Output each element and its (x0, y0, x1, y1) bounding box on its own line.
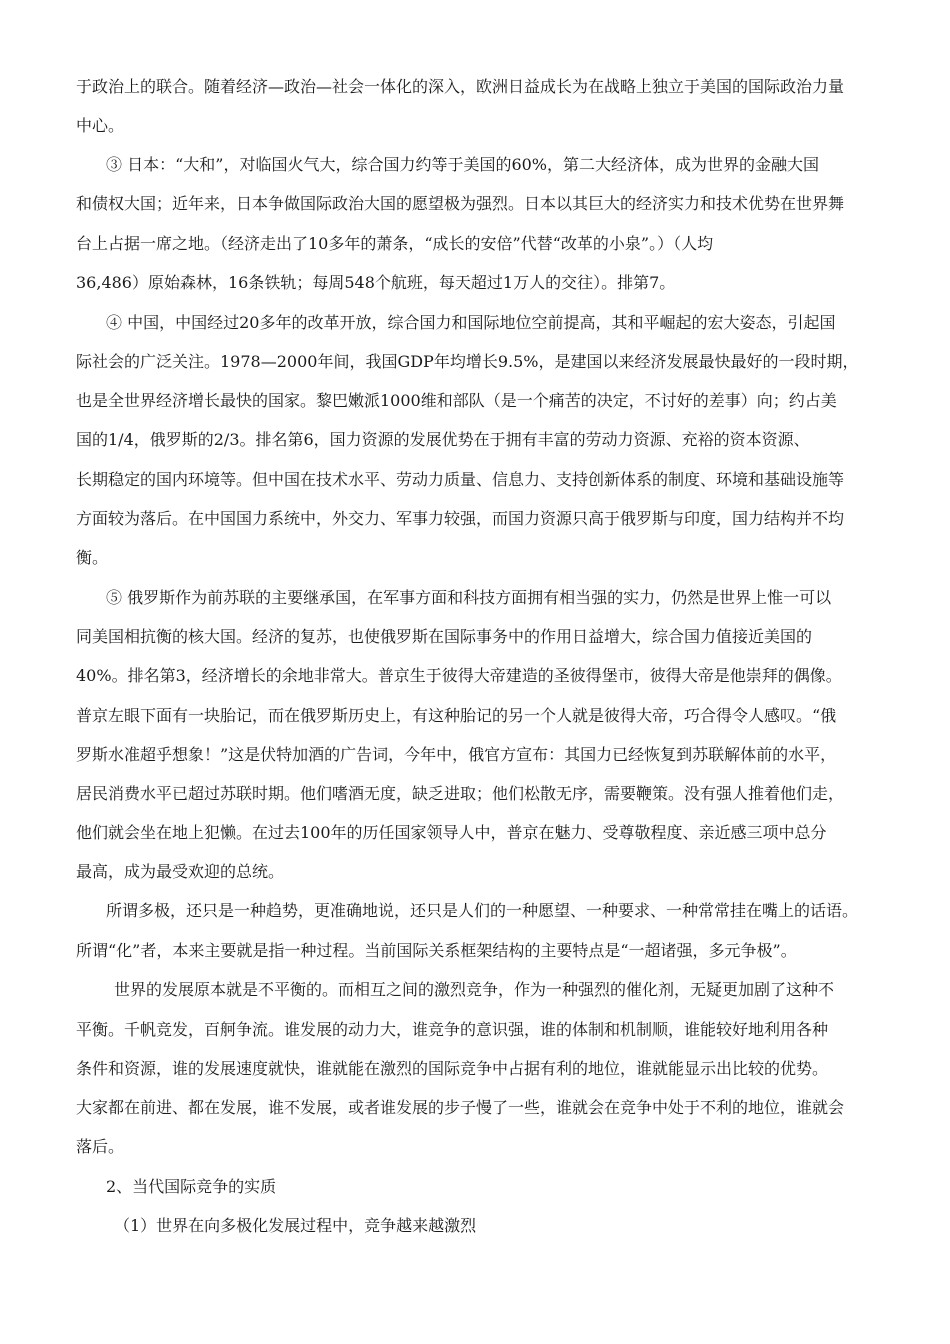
section-heading: 2、当代国际竞争的实质 (106, 1177, 277, 1196)
paragraph-line: 36,486）原始森林，16条铁轨；每周548个航班，每天超过1万人的交往）。排第7。 (76, 273, 676, 292)
paragraph-line: 长期稳定的国内环境等。但中国在技术水平、劳动力质量、信息力、支持创新体系的制度、环境和基础设施等 (76, 470, 845, 489)
paragraph-line: ④ 中国，中国经过20多年的改革开放，综合国力和国际地位空前提高，其和平崛起的宏大姿态，引起国 (106, 313, 836, 332)
paragraph-line: 于政治上的联合。随着经济—政治—社会一体化的深入，欧洲日益成长为在战略上独立于美国的国际政治力量 (76, 77, 845, 96)
paragraph-line: 大家都在前进、都在发展，谁不发展，或者谁发展的步子慢了一些，谁就会在竞争中处于不利的地位，谁就会 (76, 1098, 845, 1117)
paragraph-line: 也是全世界经济增长最快的国家。黎巴嫩派1000维和部队（是一个痛苦的决定，不讨好的差事）向；约占美 (76, 391, 837, 410)
paragraph-line: 所谓多极，还只是一种趋势，更准确地说，还只是人们的一种愿望、一种要求、一种常常挂在嘴上的话语。 (106, 901, 859, 920)
paragraph-line: 落后。 (76, 1137, 125, 1156)
paragraph-line: 最高，成为最受欢迎的总统。 (76, 862, 285, 881)
paragraph-line: 条件和资源，谁的发展速度就快，谁就能在激烈的国际竞争中占据有利的地位，谁就能显示出比较的优势。 (76, 1059, 829, 1078)
paragraph-line: 台上占据一席之地。（经济走出了10多年的萧条，“成长的安倍”代替“改革的小泉”。）（人均 (76, 234, 714, 253)
paragraph-line: ⑤ 俄罗斯作为前苏联的主要继承国，在军事方面和科技方面拥有相当强的实力，仍然是世界上惟一可以 (106, 588, 832, 607)
paragraph-line: 同美国相抗衡的核大国。经济的复苏，也使俄罗斯在国际事务中的作用日益增大，综合国力值接近美国的 (76, 627, 813, 646)
paragraph-line: 衡。 (76, 548, 109, 567)
paragraph-line: 和债权大国；近年来，日本争做国际政治大国的愿望极为强烈。日本以其巨大的经济实力和技术优势在世界舞 (76, 194, 845, 213)
paragraph-line: 世界的发展原本就是不平衡的。而相互之间的激烈竞争，作为一种强烈的催化剂，无疑更加剧了这种不 (114, 980, 835, 999)
paragraph-line: 普京左眼下面有一块胎记，而在俄罗斯历史上，有这种胎记的另一个人就是彼得大帝，巧合得令人感叹。“俄 (76, 706, 837, 725)
paragraph-line: 际社会的广泛关注。1978—2000年间，我国GDP年均增长9.5%，是建国以来经济发展最快最好的一段时期， (76, 352, 859, 371)
paragraph-line: 居民消费水平已超过苏联时期。他们嗜酒无度，缺乏进取；他们松散无序，需要鞭策。没有强人推着他们走， (76, 784, 845, 803)
paragraph-line: 他们就会坐在地上犯懒。在过去100年的历任国家领导人中，普京在魅力、受尊敬程度、亲近感三项中总分 (76, 823, 827, 842)
paragraph-line: 所谓“化”者，本来主要就是指一种过程。当前国际关系框架结构的主要特点是“一超诸强，多元争极”。 (76, 941, 797, 960)
subsection-heading: （1）世界在向多极化发展过程中，竞争越来越激烈 (114, 1216, 477, 1235)
paragraph-line: 国的1/4，俄罗斯的2/3。排名第6，国力资源的发展优势在于拥有丰富的劳动力资源、充裕的资本资源、 (76, 430, 810, 449)
paragraph-line: 方面较为落后。在中国国力系统中，外交力、军事力较强，而国力资源只高于俄罗斯与印度，国力结构并不均 (76, 509, 845, 528)
paragraph-line: ③ 日本：“大和”，对临国火气大，综合国力约等于美国的60%，第二大经济体，成为世界的金融大国 (106, 155, 820, 174)
paragraph-line: 罗斯水准超乎想象！”这是伏特加酒的广告词，今年中，俄官方宣布：其国力已经恢复到苏联解体前的水平， (76, 745, 837, 764)
paragraph-line: 中心。 (76, 116, 125, 135)
paragraph-line: 平衡。千帆竞发，百舸争流。谁发展的动力大，谁竞争的意识强，谁的体制和机制顺，谁能较好地利用各种 (76, 1020, 829, 1039)
paragraph-line: 40%。排名第3，经济增长的余地非常大。普京生于彼得大帝建造的圣彼得堡市，彼得大帝是他崇拜的偶像。 (76, 666, 842, 685)
